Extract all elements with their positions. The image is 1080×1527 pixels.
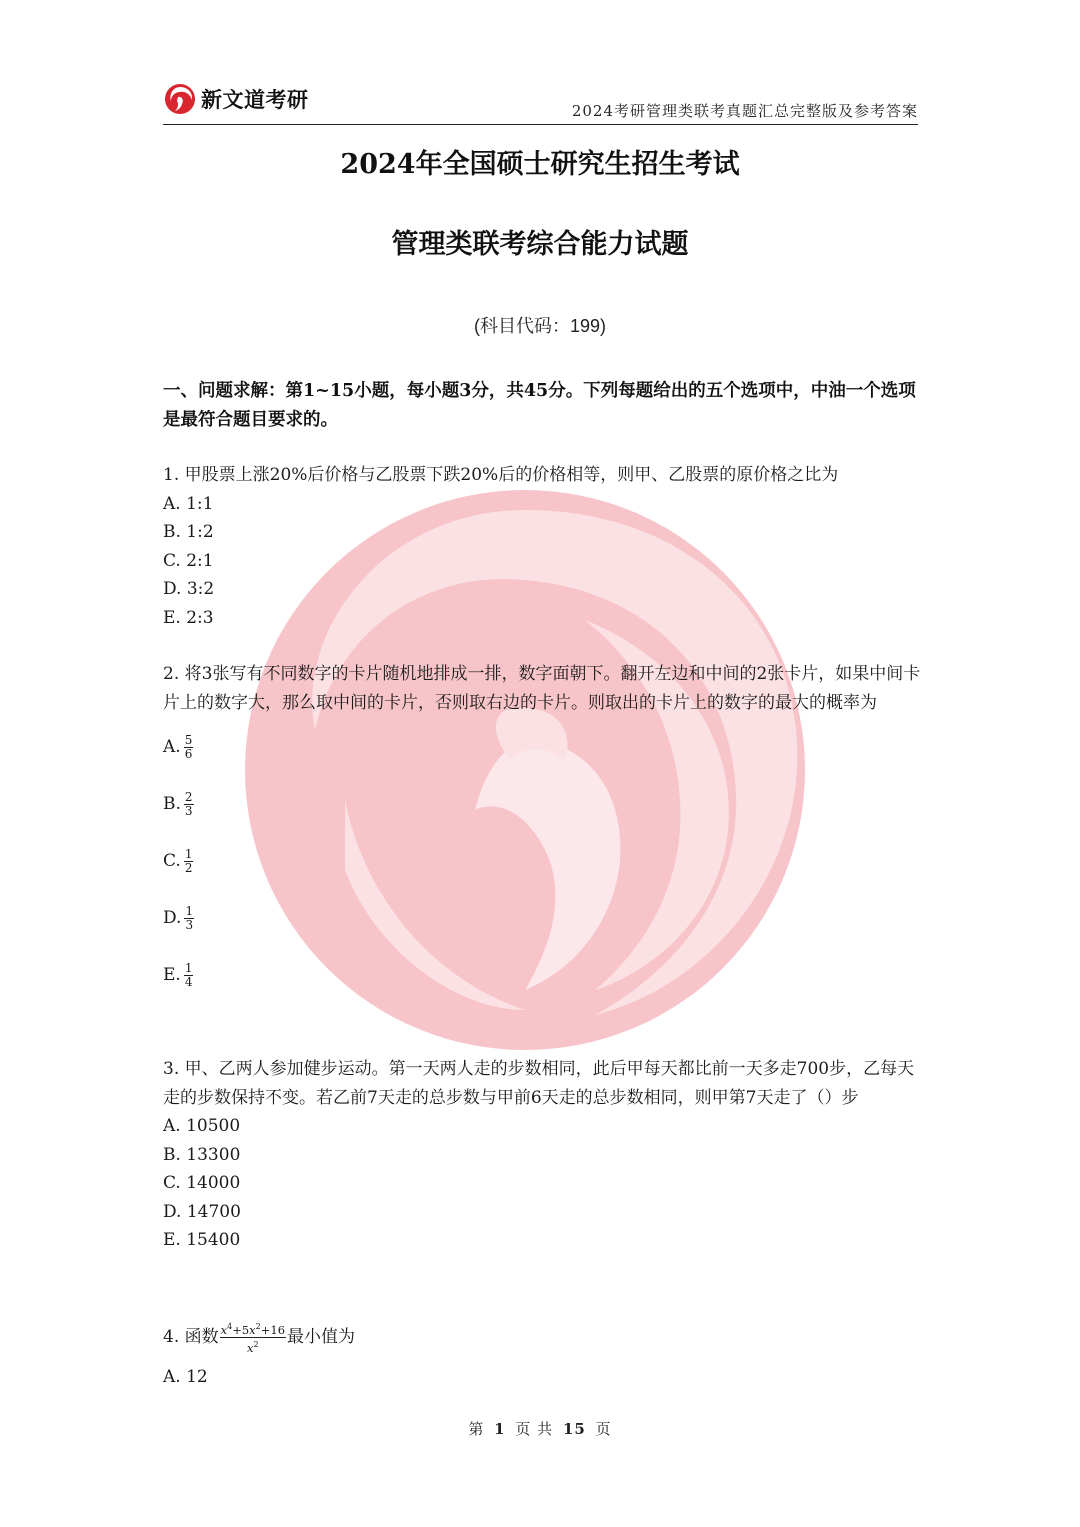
footer-post: 页 [595,1420,612,1438]
option-d: D. 3:2 [163,579,215,599]
question-1 [163,461,923,632]
question-stem: 1. 甲股票上涨20%后价格与乙股票下跌20%后的价格相等，则甲、乙股票的原价格之比为 [163,465,839,485]
numerator: 5 [184,733,193,747]
option-label: B. [163,794,181,815]
numerator: 1 [184,847,193,861]
page-total: 15 [562,1420,586,1438]
phoenix-logo-icon [163,82,197,116]
option-label: A. [163,737,181,758]
option-e: E. 15400 [163,1230,241,1250]
option-c: C. 2:1 [163,550,214,571]
question-stem: 3. 甲、乙两人参加健步运动。第一天两人走的步数相同，此后甲每天都比前一天多走700步，乙每天走的步数保持不变。若乙前7天走的总步数与甲前6天走的总步数相同，则甲第7天走了（）步 [163,1059,915,1108]
question-stem: 2. 将3张写有不同数字的卡片随机地排成一排，数字面朝下。翻开左边和中间的2张卡片，如果中间卡片上的数字大，那么取中间的卡片，否则取右边的卡片。则取出的卡片上的数字的最大的概率为 [163,664,921,713]
exam-subtitle: 管理类联考综合能力试题 [391,229,689,260]
function-fraction [220,1320,286,1355]
option-e: E. 2:3 [163,607,214,628]
option-b [163,776,923,833]
option-label: D. [163,908,182,929]
page-header [163,80,918,125]
question-3 [163,1055,923,1255]
option-b: B. 13300 [163,1144,241,1165]
numerator: 2 [184,790,193,804]
denominator: 6 [184,747,193,761]
exam-title: 2024年全国硕士研究生招生考试 [340,149,740,180]
fraction [184,791,194,818]
option-c: C. 14000 [163,1173,241,1193]
stem-suffix: 最小值为 [287,1326,356,1347]
option-b: B. 1:2 [163,522,214,542]
fraction [184,734,194,761]
option-e [163,947,923,1004]
option-d: D. 14700 [163,1201,241,1222]
numerator: 1 [184,961,193,975]
option-a: A. 12 [163,1366,208,1387]
option-label: C. [163,851,181,872]
footer-mid: 页 共 [515,1420,554,1438]
denominator: 3 [184,804,193,818]
section-heading: 一、问题求解：第1~15小题，每小题3分，共45分。下列每题给出的五个选项中，中油一个选项是最符合题目要求的。 [163,381,916,430]
option-a [163,719,923,776]
denominator: $x^2$ [247,1339,259,1355]
numerator: 1 [185,904,194,918]
logo-text: 新文道考研 [201,88,309,112]
denominator: 4 [184,975,193,989]
question-stem [163,1320,923,1355]
option-label: E. [163,965,181,986]
numerator: $x^4+5x^2+16$ [220,1322,286,1337]
subject-code: (科目代码：199) [473,316,607,336]
option-a: A. 1:1 [163,493,214,514]
footer-pre: 第 [468,1420,485,1438]
fraction [184,962,194,989]
option-d [163,890,923,947]
question-2 [163,660,923,1004]
denominator: 3 [185,918,194,932]
page-footer [0,1418,1080,1439]
page-number: 1 [494,1420,506,1438]
denominator: 2 [184,861,193,875]
document-title: 2024考研管理类联考真题汇总完整版及参考答案 [571,102,918,120]
stem-prefix: 4. 函数 [163,1326,219,1347]
option-a: A. 10500 [163,1116,241,1136]
fraction [184,848,194,875]
question-4 [163,1320,923,1391]
brand-logo [163,82,309,116]
fraction [184,905,194,932]
option-c [163,833,923,890]
